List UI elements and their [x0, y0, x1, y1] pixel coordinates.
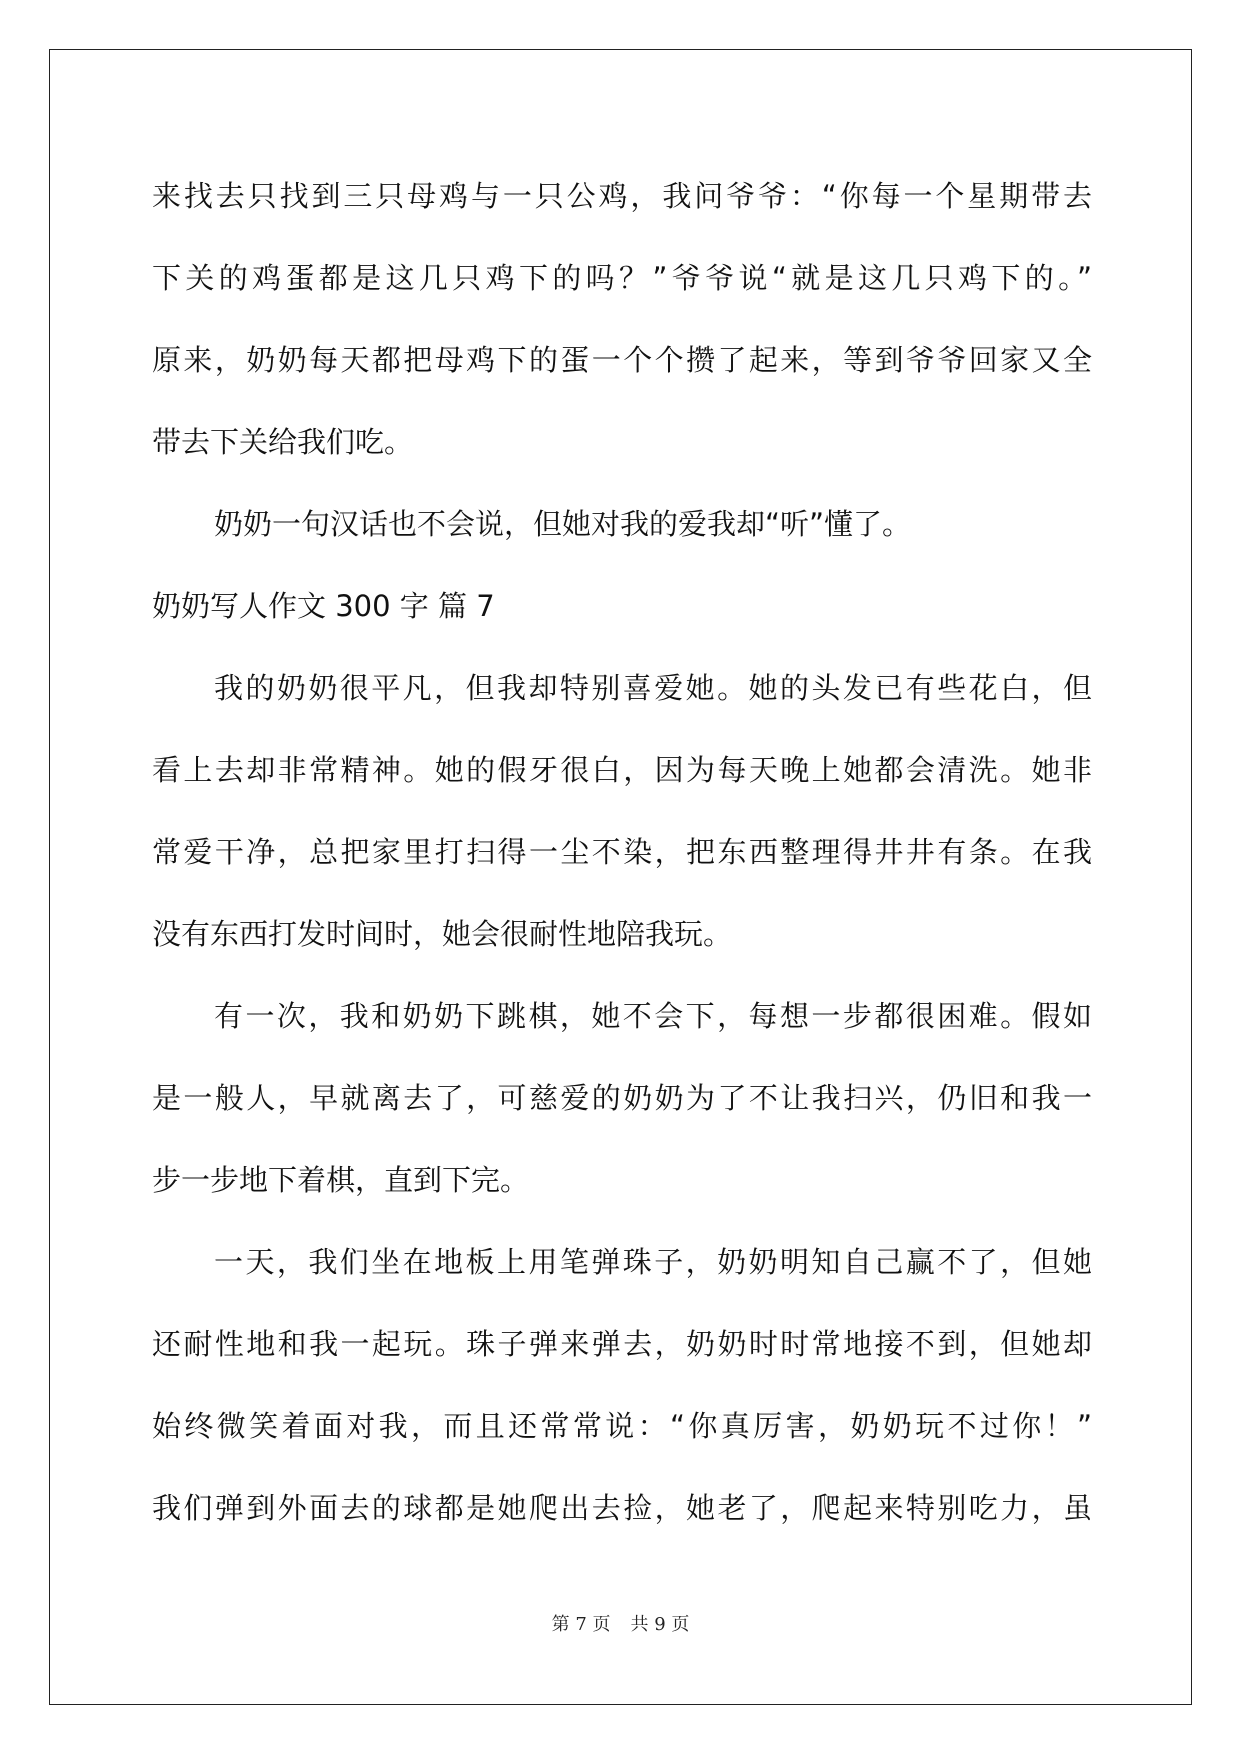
page-total: 共 9 页: [630, 1614, 690, 1635]
page-number: 第 7 页: [551, 1614, 611, 1635]
text-line: 来找去只找到三只母鸡与一只公鸡，我问爷爷：“你每一个星期带去: [152, 179, 1092, 213]
text-line: 有一次，我和奶奶下跳棋，她不会下，每想一步都很困难。假如: [214, 999, 1092, 1033]
text-line: 奶奶一句汉话也不会说，但她对我的爱我却“听”懂了。: [214, 507, 912, 541]
section-heading: 奶奶写人作文 300 字 篇 7: [152, 589, 495, 623]
text-line: 常爱干净，总把家里打扫得一尘不染，把东西整理得井井有条。在我: [152, 835, 1092, 869]
text-line: 原来，奶奶每天都把母鸡下的蛋一个个攒了起来，等到爷爷回家又全: [152, 343, 1092, 377]
document-body: [152, 155, 1092, 1549]
text-line: 还耐性地和我一起玩。珠子弹来弹去，奶奶时时常地接不到，但她却: [152, 1327, 1092, 1361]
text-line: 下关的鸡蛋都是这几只鸡下的吗？”爷爷说“就是这几只鸡下的。”: [152, 261, 1092, 295]
text-line: 没有东西打发时间时，她会很耐性地陪我玩。: [152, 917, 733, 951]
text-line: 始终微笑着面对我，而且还常常说：“你真厉害，奶奶玩不过你！”: [152, 1409, 1092, 1443]
text-line: 看上去却非常精神。她的假牙很白，因为每天晚上她都会清洗。她非: [152, 753, 1092, 787]
text-line: 步一步地下着棋，直到下完。: [152, 1163, 530, 1197]
page-footer: [0, 1610, 1241, 1636]
text-line: 是一般人，早就离去了，可慈爱的奶奶为了不让我扫兴，仍旧和我一: [152, 1081, 1092, 1115]
text-line: 带去下关给我们吃。: [152, 425, 414, 459]
text-line: 我的奶奶很平凡，但我却特别喜爱她。她的头发已有些花白，但: [214, 671, 1092, 705]
text-line: 一天，我们坐在地板上用笔弹珠子，奶奶明知自己赢不了，但她: [214, 1245, 1092, 1279]
text-line: 我们弹到外面去的球都是她爬出去捡，她老了，爬起来特别吃力，虽: [152, 1491, 1092, 1525]
